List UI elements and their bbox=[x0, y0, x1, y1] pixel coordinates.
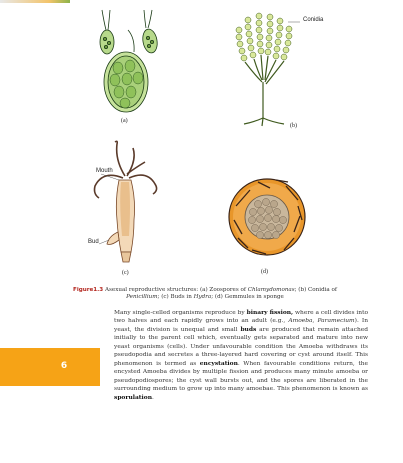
body-text-4: are produced that remain attached initially to the parent cell which, eventually gets separated and mature into new yeast organisms (cells). Under unfavourable condition the Amoeba withdraws its pseudopodia and secretes a three-layered hard covering or cyst around itself. This phenomenon is termed as bbox=[114, 326, 368, 367]
panel-a-label: (a) bbox=[121, 118, 128, 124]
term-encystation: encystation bbox=[199, 359, 238, 367]
caption-species-1: Chlamydomonas bbox=[247, 287, 295, 293]
panel-c-label: (c) bbox=[122, 270, 129, 276]
body-text-5: . When favourable conditions return, the encysted Amoeba divides by multiple fission and produces many minute amoeba or pseudopodiospores; the cyst wall bursts out, and the spores are liberated in the surrounding medium to grow up into many amoebae. This phenomenon is known as bbox=[114, 360, 368, 393]
body-paragraph bbox=[114, 309, 368, 402]
top-color-strip bbox=[0, 0, 70, 3]
figure-number: Figure1.3 bbox=[73, 287, 104, 293]
body-text-6: . bbox=[151, 394, 154, 401]
caption-text-4: ; (d) Gemmules in sponge bbox=[211, 294, 284, 301]
caption-species-3: Hydra bbox=[193, 294, 212, 301]
caption-text-2: ; (b) Conidia of bbox=[294, 287, 337, 293]
panel-d-label: (d) bbox=[261, 269, 268, 275]
penicillium-illustration bbox=[232, 10, 302, 128]
example-organisms: Amoeba, Paramecium bbox=[288, 318, 355, 325]
conidia-annotation: Conidia bbox=[303, 17, 324, 23]
term-buds: buds bbox=[240, 325, 257, 333]
body-text-3: ). In yeast, the division is unequal and small bbox=[114, 318, 368, 333]
page-number-tab bbox=[0, 348, 100, 386]
mouth-annotation: Mouth bbox=[96, 168, 113, 174]
gemmule-illustration bbox=[228, 176, 306, 258]
figure-caption bbox=[66, 287, 344, 301]
caption-text-3: ; (c) Buds in bbox=[157, 294, 194, 301]
caption-species-2: Penicillium bbox=[126, 294, 158, 301]
term-sporulation: sporulation bbox=[114, 393, 152, 401]
chlamydomonas-illustration bbox=[90, 8, 180, 120]
hydra-illustration bbox=[85, 140, 165, 268]
bud-annotation: Bud bbox=[88, 239, 99, 245]
panel-b-label: (b) bbox=[290, 123, 297, 129]
caption-text-1: Asexual reproductive structures: (a) Zoospores of bbox=[104, 287, 248, 293]
body-text-1: Many single-celled organisms reproduce by bbox=[114, 310, 247, 316]
body-text-2: where a cell divides into two halves and each rapidly grows into an adult (e.g., bbox=[114, 310, 369, 325]
page-number: 6 bbox=[60, 361, 68, 371]
term-binary-fission: binary fission, bbox=[246, 309, 294, 316]
